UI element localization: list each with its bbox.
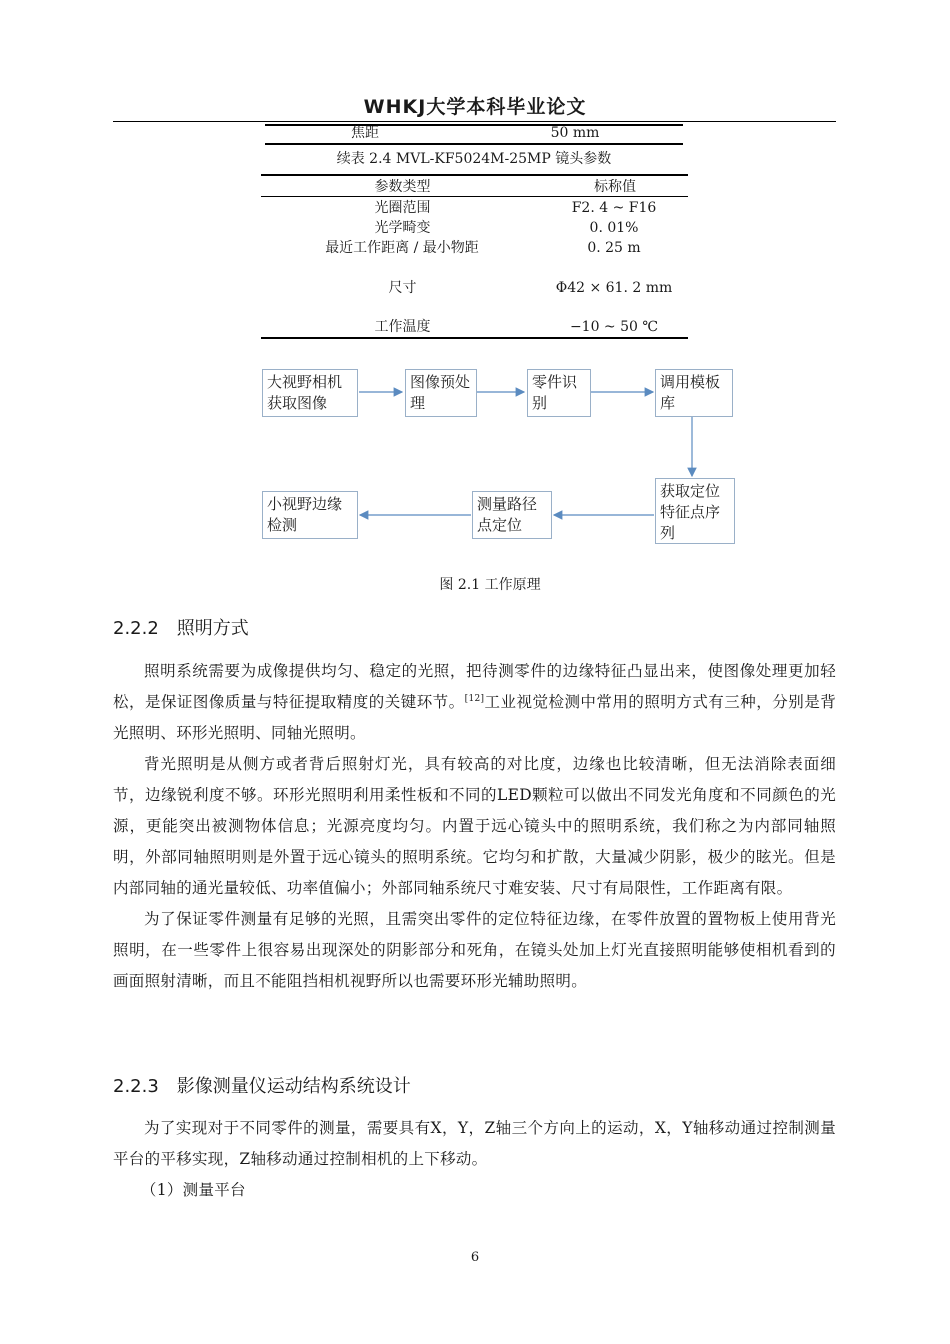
table-header-param: 参数类型 (374, 179, 431, 195)
table-prev-label: 焦距 (351, 125, 379, 141)
flow-node-large-fov-capture: 大视野相机获取图像 (262, 369, 358, 417)
table-row-value: 0. 01% (589, 220, 639, 236)
flow-node-template-library: 调用模板库 (655, 369, 733, 417)
table-row-value: Φ42 × 61. 2 mm (555, 280, 673, 296)
paragraph: （1）测量平台 (140, 1181, 246, 1199)
table-row-value: −10 ~ 50 ℃ (569, 319, 659, 335)
section-heading: 2.2.2 照明方式 (113, 618, 249, 639)
paragraph: 背光照明是从侧方或者背后照射灯光，具有较高的对比度，边缘也比较清晰，但无法消除表面细节，边缘锐利度不够。环形光照明利用柔性板和不同的LED颗粒可以做出不同发光角度和不同颜色的光源，更能突出被测物体信息；光源亮度均匀。内置于远心镜头中的照明系统，我们称之为内部同轴照明，外部同轴照明则是外置于远心镜头的照明系统。它均匀和扩散，大量减少阴影，极少的眩光。但是内部同轴的通光量较低、功率值偏小；外部同轴系统尺寸难安装、尺寸有局限性，工作距离有限。 (113, 755, 836, 897)
table-row-param: 工作温度 (374, 319, 431, 335)
page-header-title: WHKJ大学本科毕业论文 (363, 96, 587, 118)
table-row-param: 最近工作距离 / 最小物距 (325, 240, 479, 256)
table-row-param: 尺寸 (388, 280, 417, 296)
flow-node-part-recognition: 零件识别 (527, 369, 591, 417)
flow-node-edge-detection: 小视野边缘检测 (262, 491, 358, 539)
citation-ref: [12] (464, 694, 485, 704)
section-223-body (113, 1113, 836, 1206)
section-heading: 2.2.3 影像测量仪运动结构系统设计 (113, 1076, 411, 1097)
table-row-param: 光学畸变 (374, 220, 431, 236)
flow-node-feature-points: 获取定位特征点序列 (655, 478, 735, 544)
table-row-value: 0. 25 m (587, 240, 641, 256)
section-222-body (113, 656, 836, 997)
paragraph-text: 照明系统需要为成像提供均匀、稳定的光照，把待测零件的边缘特征凸显出来，使图像处理更加轻松，是保证图像质量与特征提取精度的关键环节。 (113, 662, 836, 711)
table-row-param: 光圈范围 (374, 200, 431, 216)
paragraph-text: 工业视觉检测中常用的照明方式有三种，分别是背光照明、环形光照明、同轴光照明。 (113, 693, 836, 742)
table-header-value: 标称值 (594, 179, 636, 195)
figure-caption: 图 2.1 工作原理 (439, 577, 541, 593)
page-number: 6 (470, 1250, 480, 1265)
flow-node-preprocess: 图像预处理 (405, 369, 477, 417)
table-row-value: F2. 4 ~ F16 (571, 200, 657, 216)
paragraph: 为了实现对于不同零件的测量，需要具有X，Y，Z轴三个方向上的运动，X，Y轴移动通过控制测量平台的平移实现，Z轴移动通过控制相机的上下移动。 (113, 1119, 836, 1168)
paragraph (113, 656, 836, 749)
table-prev-value: 50 mm (550, 125, 600, 141)
paragraph: 为了保证零件测量有足够的光照，且需突出零件的定位特征边缘，在零件放置的置物板上使用背光照明，在一些零件上很容易出现深处的阴影部分和死角，在镜头处加上灯光直接照明能够使相机看到的画面照射清晰，而且不能阻挡相机视野所以也需要环形光辅助照明。 (113, 910, 836, 990)
flow-node-path-positioning: 测量路径点定位 (472, 491, 552, 539)
table-caption: 续表 2.4 MVL-KF5024M-25MP 镜头参数 (336, 151, 612, 167)
